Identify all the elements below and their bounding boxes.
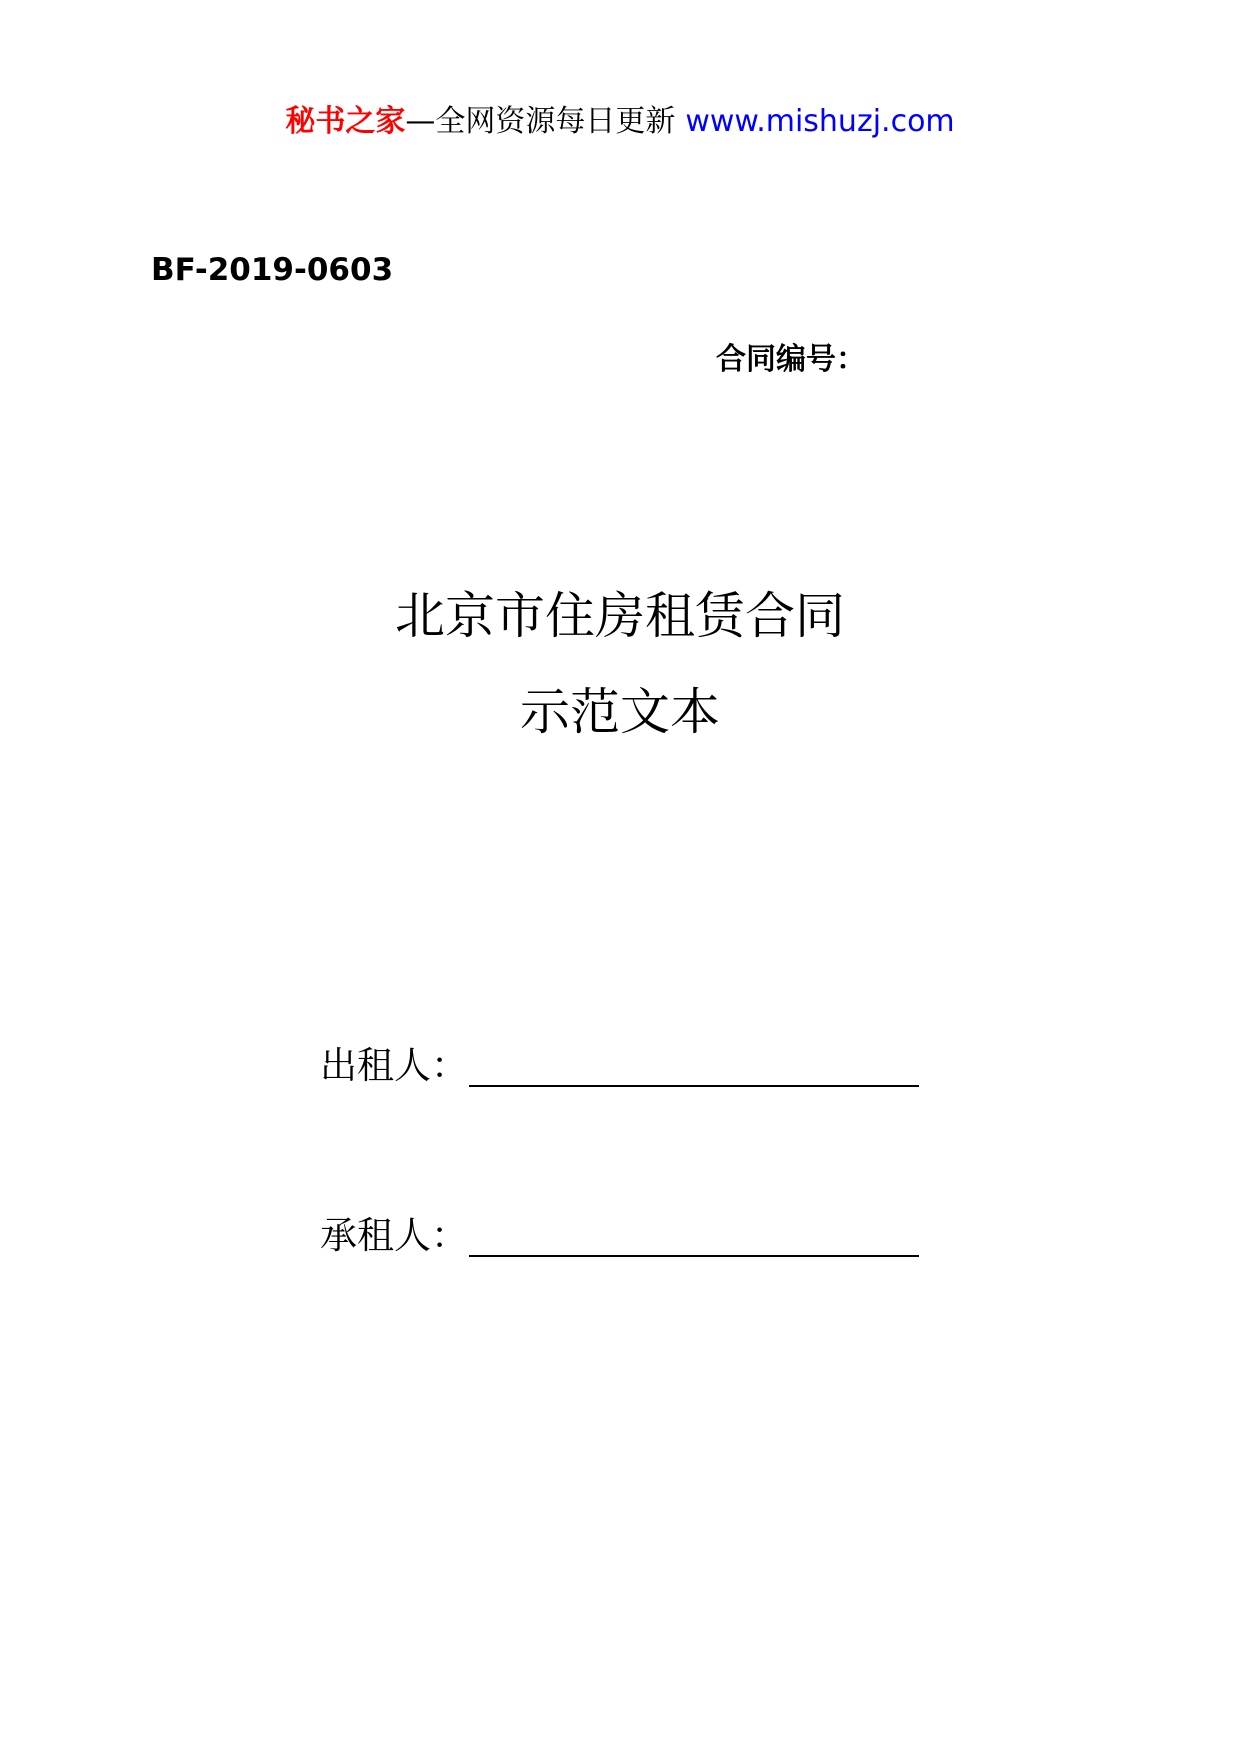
lessee-label: 承租人： <box>320 1214 468 1257</box>
lessor-row <box>320 1040 920 1092</box>
lessor-fill-line[interactable] <box>469 1085 919 1087</box>
contract-number-label: 合同编号： <box>716 342 866 377</box>
lessee-fill-line[interactable] <box>469 1255 919 1257</box>
site-brand-name: 秘书之家 <box>285 104 406 139</box>
banner-tagline: 全网资源每日更新 <box>435 104 676 139</box>
lessee-row <box>320 1210 920 1262</box>
lessor-label: 出租人： <box>320 1044 468 1087</box>
document-code: BF-2019-0603 <box>151 252 394 288</box>
site-banner <box>0 100 1240 144</box>
banner-dash: — <box>405 104 436 139</box>
document-subtitle: 示范文本 <box>520 683 720 741</box>
document-title: 北京市住房租赁合同 <box>395 587 845 645</box>
site-url-link[interactable]: www.mishuzj.com <box>685 104 955 139</box>
